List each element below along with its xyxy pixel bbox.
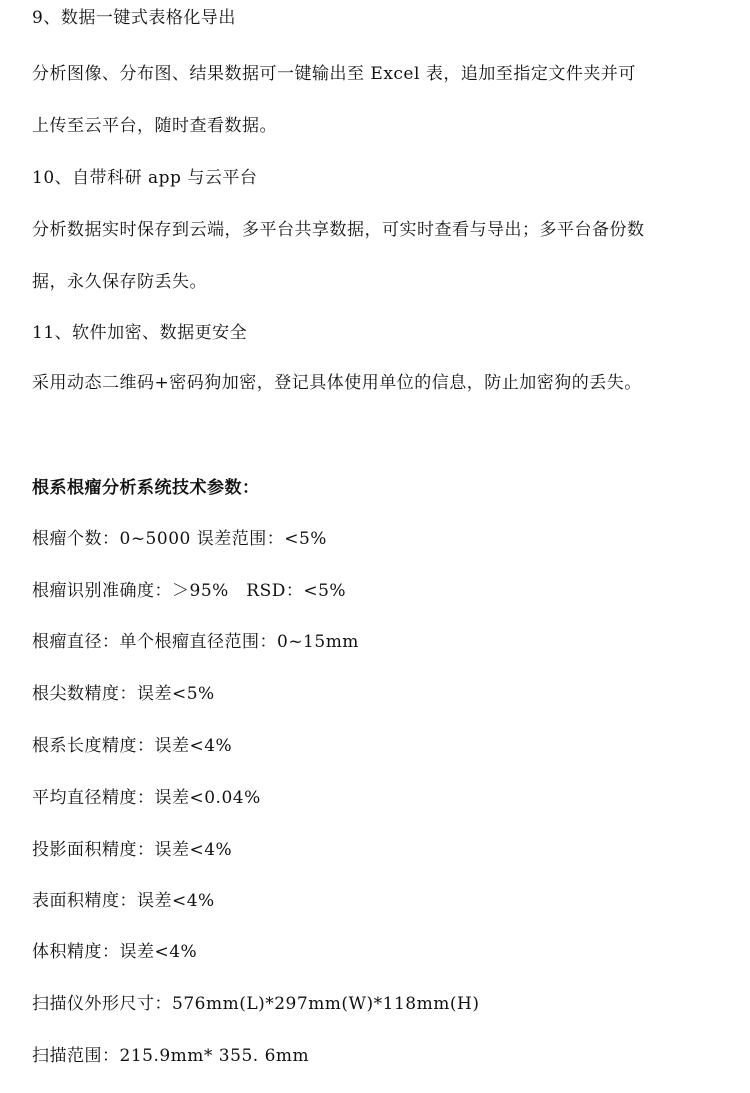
spec-item: 投影面积精度：误差<4%	[32, 840, 233, 860]
item9-heading: 9、数据一键式表格化导出	[32, 8, 236, 28]
spec-item: 体积精度：误差<4%	[32, 942, 198, 962]
item10-heading: 10、自带科研 app 与云平台	[32, 168, 258, 188]
item9-body-line2: 上传至云平台，随时查看数据。	[32, 116, 277, 136]
spec-item: 根瘤识别准确度：＞95% RSD：<5%	[32, 581, 347, 601]
spec-item: 扫描范围：215.9mm* 355. 6mm	[32, 1046, 310, 1066]
item10-body-line1: 分析数据实时保存到云端，多平台共享数据，可实时查看与导出；多平台备份数	[32, 220, 645, 240]
spec-item: 根系长度精度：误差<4%	[32, 736, 233, 756]
item11-heading: 11、软件加密、数据更安全	[32, 323, 248, 343]
item11-body-line1: 采用动态二维码+密码狗加密，登记具体使用单位的信息，防止加密狗的丢失。	[32, 373, 642, 393]
spec-item: 扫描仪外形尺寸：576mm(L)*297mm(W)*118mm(H)	[32, 994, 480, 1014]
item10-body-line2: 据，永久保存防丢失。	[32, 272, 207, 292]
spec-item: 根尖数精度：误差<5%	[32, 684, 215, 704]
item9-body-line1: 分析图像、分布图、结果数据可一键输出至 Excel 表，追加至指定文件夹并可	[32, 64, 636, 84]
spec-item: 表面积精度：误差<4%	[32, 891, 215, 911]
specs-title: 根系根瘤分析系统技术参数：	[32, 478, 260, 498]
spec-item: 根瘤个数：0~5000 误差范围：<5%	[32, 529, 327, 549]
spec-item: 平均直径精度：误差<0.04%	[32, 788, 261, 808]
spec-item: 根瘤直径：单个根瘤直径范围：0~15mm	[32, 632, 359, 652]
